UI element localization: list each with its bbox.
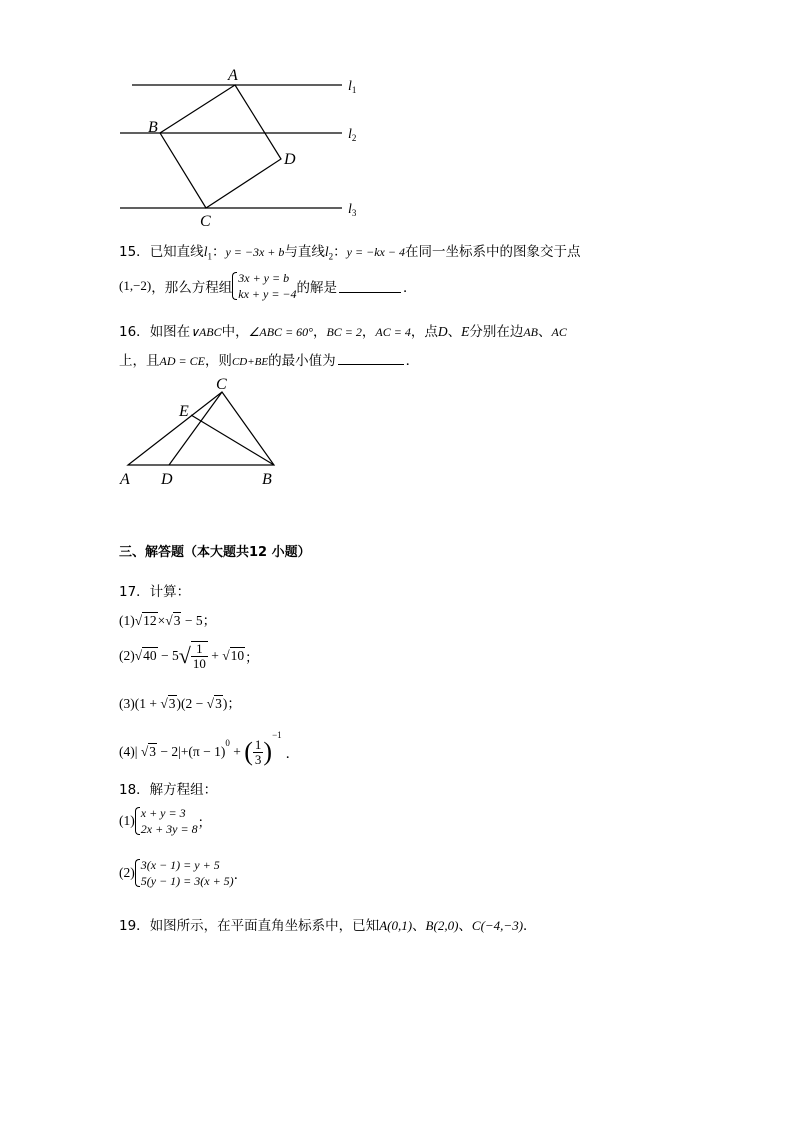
label-point-a: A bbox=[228, 67, 238, 84]
q16-text6: ，则 bbox=[204, 353, 232, 369]
q16-condition: AD = CE bbox=[159, 354, 205, 368]
q16-answer-blank[interactable] bbox=[338, 352, 404, 365]
sqrt-12: √12 bbox=[134, 613, 157, 628]
q16-text: 如图在 bbox=[149, 324, 191, 340]
q15-colon: ： bbox=[211, 244, 226, 260]
q16-comma1: ， bbox=[312, 324, 327, 340]
q16-ab: AB bbox=[523, 325, 539, 339]
q17-p2-plus: + bbox=[207, 648, 223, 663]
q17-p3-e: ) bbox=[222, 696, 228, 711]
q16-sep2: 、 bbox=[538, 324, 552, 340]
label-point-e: E bbox=[179, 403, 189, 420]
sqrt-10: √10 bbox=[222, 648, 245, 663]
q17-p4-plus: + bbox=[229, 744, 245, 759]
quadrilateral-abcd bbox=[160, 85, 281, 208]
q17-p1-times: × bbox=[157, 613, 166, 628]
q17-p3-a: (1 + bbox=[134, 696, 161, 711]
q18-p1-label: (1) bbox=[119, 813, 135, 828]
q18-part2 bbox=[119, 857, 247, 889]
q16-text3: ，点 bbox=[410, 324, 438, 340]
q17-p3-end: ； bbox=[227, 696, 241, 712]
sqrt-3b: √3 bbox=[160, 696, 176, 711]
q19-sep1: 、 bbox=[412, 918, 426, 934]
q15-system: 3x + y = b kx + y = −4 bbox=[232, 270, 296, 302]
q17-p2-label: (2) bbox=[119, 648, 135, 663]
q17-p3-c: )(2 − bbox=[176, 696, 207, 711]
q16-text5: 上，且 bbox=[119, 353, 160, 369]
label-point-b: B bbox=[148, 119, 158, 136]
q17-part4 bbox=[119, 730, 299, 767]
label-point-a2: A bbox=[120, 471, 130, 488]
q17-p4-label: (4) bbox=[119, 744, 135, 759]
q18-system2: 3(x − 1) = y + 5 5(y − 1) = 3(x + 5) bbox=[135, 857, 234, 889]
q16-triangle: ∨ABC bbox=[190, 325, 222, 339]
label-point-d: D bbox=[284, 151, 296, 168]
q17-title: 17．计算： bbox=[119, 584, 191, 600]
q17-p1-end: ； bbox=[202, 613, 217, 629]
q16-bc: BC = 2 bbox=[326, 325, 362, 339]
q15-text2: 与直线 bbox=[284, 244, 325, 260]
sqrt-40: √40 bbox=[134, 648, 157, 663]
q16-angle: ∠ABC = 60° bbox=[248, 325, 313, 339]
sqrt-3c: √3 bbox=[206, 696, 222, 711]
q15-number: 15． bbox=[119, 244, 150, 260]
q19-text: 如图所示，在平面直角坐标系中，已知 bbox=[149, 918, 380, 934]
q16-ac: AC = 4 bbox=[375, 325, 411, 339]
label-line-l1: $l_1$ bbox=[348, 79, 357, 95]
q19-line1 bbox=[119, 914, 537, 934]
q16-end: ． bbox=[405, 353, 420, 369]
q15-colon2: ： bbox=[333, 244, 347, 260]
q16-e: E bbox=[461, 324, 470, 339]
q17-p4-exp1: −1 bbox=[272, 730, 282, 740]
q16-line1 bbox=[119, 320, 567, 340]
q16-comma2: ， bbox=[361, 324, 376, 340]
q16-sep: 、 bbox=[447, 324, 462, 340]
q18-p1-end: ； bbox=[197, 815, 212, 831]
segment-be bbox=[191, 415, 274, 465]
q17-p4-c: − 2|+(π − 1) bbox=[157, 744, 226, 759]
q16-text7: 的最小值为 bbox=[268, 353, 336, 369]
q17-part3 bbox=[119, 692, 241, 712]
q15-answer-blank[interactable] bbox=[339, 280, 401, 293]
q19-end: ． bbox=[523, 918, 537, 934]
fraction-1-3: $\frac{1}{3}$ bbox=[254, 736, 262, 767]
q15-l2: $l_2$ bbox=[324, 244, 334, 262]
label-point-c2: C bbox=[216, 376, 227, 393]
q19-point-a: A(0,1) bbox=[379, 918, 413, 933]
q19-number: 19． bbox=[119, 918, 150, 934]
q17-p4-a: | bbox=[134, 744, 141, 759]
q16-d: D bbox=[437, 324, 448, 339]
q15-text: 已知直线 bbox=[149, 244, 204, 260]
paren-open: ( bbox=[244, 737, 253, 766]
q17-p4-end: ． bbox=[285, 746, 300, 762]
q17-part2 bbox=[119, 641, 259, 671]
q15-line1 bbox=[119, 240, 580, 262]
q15-end: ． bbox=[403, 280, 417, 296]
q15-text3: 在同一坐标系中的图象交于点 bbox=[404, 244, 581, 260]
fraction-1-10: $\frac{1}{10}$ bbox=[192, 641, 206, 671]
q17-p1-minus: − 5 bbox=[181, 613, 203, 628]
q18-p2-end: ． bbox=[233, 867, 248, 883]
figure-parallel-lines bbox=[110, 60, 370, 230]
paren-close: ) bbox=[263, 737, 273, 766]
q18-system1: x + y = 3 2x + 3y = 8 bbox=[135, 805, 198, 837]
figure-triangle bbox=[112, 372, 292, 492]
q15-point: (1,−2) bbox=[119, 278, 152, 293]
q15-text4: ，那么方程组 bbox=[151, 280, 233, 296]
q15-text5: 的解是 bbox=[296, 280, 338, 296]
q16-text4: 分别在边 bbox=[469, 324, 524, 340]
section-heading: 三、解答题（本大题共12 小题） bbox=[119, 545, 311, 560]
q19-point-b: B(2,0) bbox=[425, 918, 459, 933]
q15-l1: $l_1$ bbox=[203, 244, 212, 262]
q19-point-c: C(−4,−3) bbox=[471, 918, 524, 933]
sqrt-3d: √3 bbox=[140, 744, 156, 759]
q16-expression: CD+BE bbox=[231, 356, 269, 368]
q15-line2 bbox=[119, 270, 417, 302]
q16-line2 bbox=[119, 349, 419, 369]
q17-p1-label: (1) bbox=[119, 613, 135, 628]
q18-title: 18．解方程组： bbox=[119, 782, 218, 798]
q16-number: 16． bbox=[119, 324, 150, 340]
q15-eq2: y = −kx − 4 bbox=[346, 245, 405, 259]
q17-p3-label: (3) bbox=[119, 696, 135, 711]
sqrt-3: √3 bbox=[165, 613, 181, 628]
label-line-l2: $l_2$ bbox=[348, 127, 357, 143]
q16-ac2: AC bbox=[551, 325, 567, 339]
label-point-d2: D bbox=[161, 471, 173, 488]
q17-p4-exp0: 0 bbox=[225, 738, 230, 748]
q16-text2: 中， bbox=[221, 324, 249, 340]
triangle-abc bbox=[128, 392, 274, 465]
label-point-b2: B bbox=[262, 471, 272, 488]
label-point-c: C bbox=[200, 213, 211, 230]
q17-p2-minus: − 5 bbox=[157, 648, 179, 663]
q18-p2-label: (2) bbox=[119, 865, 135, 880]
q18-part1 bbox=[119, 805, 211, 837]
q15-eq1: y = −3x + b bbox=[225, 245, 285, 259]
q19-sep2: 、 bbox=[458, 918, 472, 934]
label-line-l3: $l_3$ bbox=[348, 202, 357, 218]
sqrt-frac-sign: √ bbox=[178, 643, 191, 668]
q17-p2-end: ； bbox=[245, 650, 259, 666]
q17-part1 bbox=[119, 609, 216, 629]
